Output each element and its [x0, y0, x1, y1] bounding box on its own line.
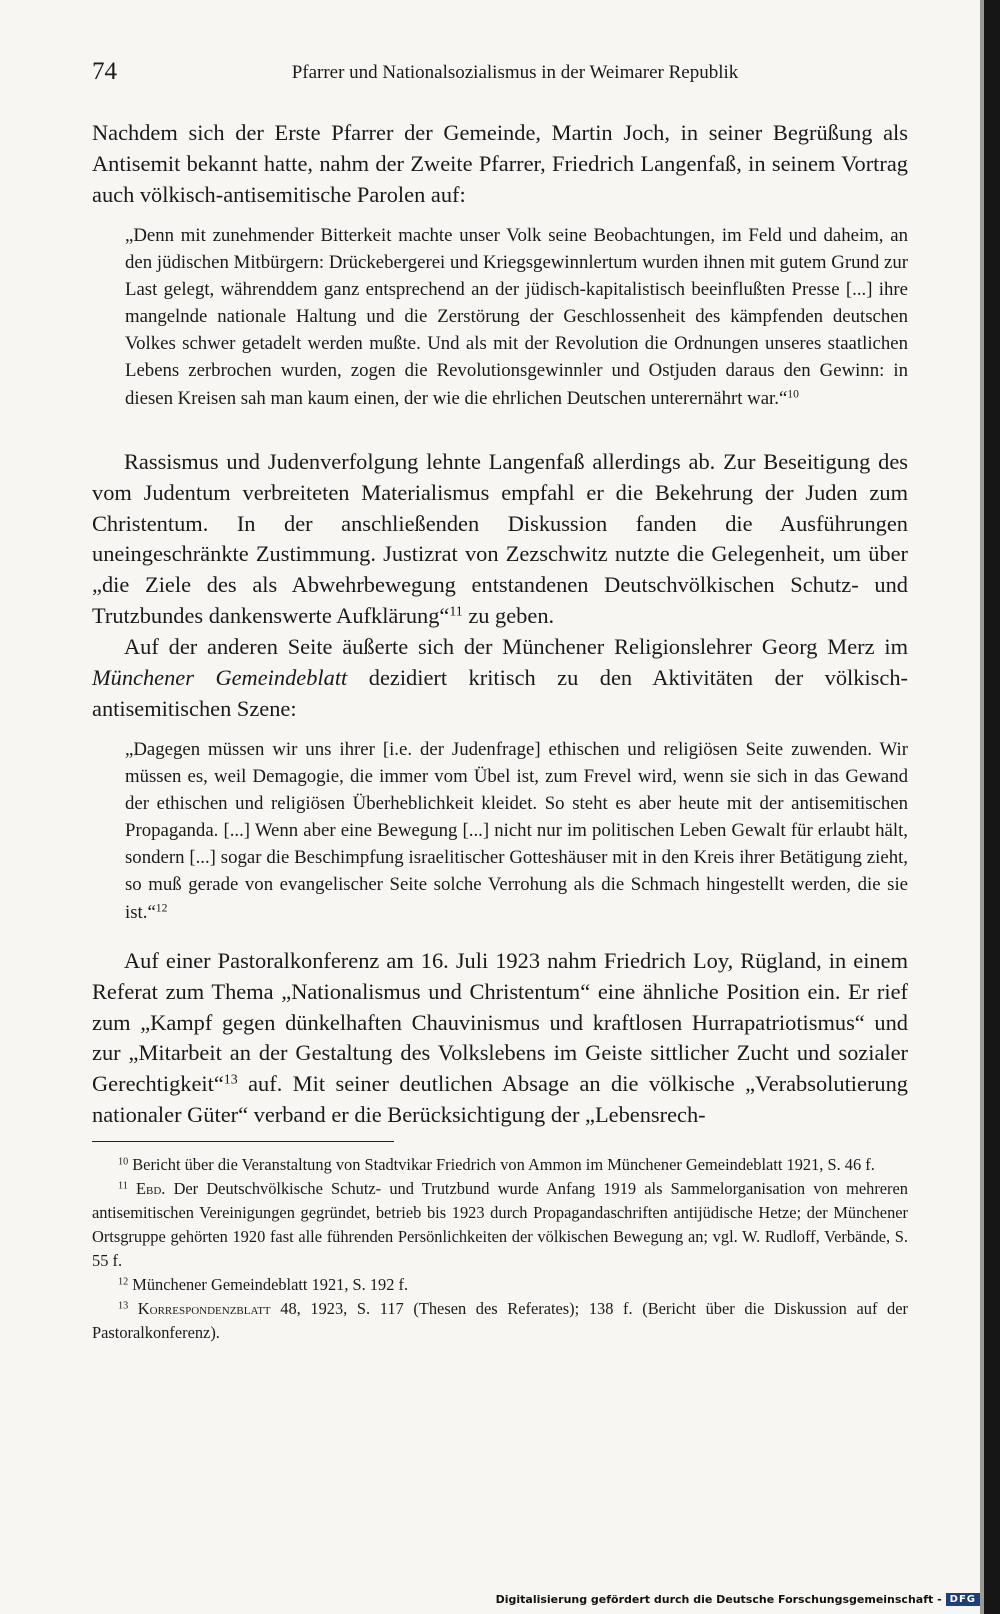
footnote-11 [92, 1177, 908, 1273]
page-edge [984, 0, 1000, 1614]
footnote-13 [92, 1297, 908, 1345]
footnote-text: Bericht über die Veranstaltung von Stadtvikar Friedrich von Ammon im Münchener Gemeindeblatt 1921, S. 46 f. [128, 1155, 875, 1174]
paragraph-2-text [92, 447, 908, 632]
digitization-credit [496, 1593, 980, 1606]
page-header [92, 58, 908, 98]
footnote-text: Der Deutschvölkische Schutz- und Trutzbund wurde Anfang 1919 als Sammelorganisation von mehreren antisemitischen Vereinigungen gegründet, betrieb bis 1923 durch Propagandaschriften antijüdische Hetze; der Münchener Ortsgruppe gehörten 1920 fast alle führenden Persönlichkeiten der völkischen Bewegung an; vgl. W. Rudloff, Verbände, S. 55 f. [92, 1179, 908, 1270]
paragraph-3 [92, 632, 908, 724]
footnote-ref-13[interactable]: 13 [223, 1072, 238, 1088]
paragraph-1-text: Nachdem sich der Erste Pfarrer der Gemeinde, Martin Joch, in seiner Begrüßung als Antisemit bekannt hatte, nahm der Zweite Pfarrer, Friedrich Langenfaß, in seinem Vortrag auch völkisch-antisemitische Parolen auf: [92, 120, 908, 207]
paragraph-4 [92, 946, 908, 1131]
paragraph-3-body: Auf der anderen Seite äußerte sich der Münchener Religionslehrer Georg Merz im [124, 634, 908, 659]
block-quote-1 [125, 222, 908, 412]
footnote-divider [92, 1141, 394, 1142]
footnote-ref-10[interactable]: 10 [787, 387, 799, 401]
footnote-10 [92, 1153, 908, 1177]
footnote-number: 12 [118, 1276, 129, 1288]
footnote-source: Ebd. [135, 1179, 166, 1198]
digitization-credit-text: Digitalisierung gefördert durch die Deutsche Forschungsgemeinschaft - [495, 1593, 942, 1606]
paragraph-4-text [92, 946, 908, 1131]
footnote-number: 11 [118, 1180, 128, 1192]
quote-1-body: „Denn mit zunehmender Bitterkeit machte unser Volk seine Beobachtungen, im Feld und daheim, an den jüdischen Mitbürgern: Drückebergerei und Kriegsgewinnlertum wurden ihnen mit gutem Grund zur Last gelegt, währenddem ganz entsprechend an der jüdisch-kapitalistisch beeinflußten Presse [...] ihre mangelnde nationale Haltung und die Zerstörung der Geschlossenheit des kämpfenden deutschen Volkes schwer getadelt werden mußte. Und als mit der Revolution die Ordnungen unseres staatlichen Lebens zerbrochen wurden, zogen die Revolutionsgewinnler und Ostjuden daraus den Gewinn: in diesen Kreisen sah man kaum einen, der wie die ehrlichen Deutschen unterernährt war.“ [125, 225, 908, 409]
dfg-logo: DFG [946, 1593, 980, 1606]
publication-title: Münchener Gemeindeblatt [92, 664, 348, 690]
block-quote-2-text [125, 736, 908, 926]
footnote-text: Münchener Gemeindeblatt 1921, S. 192 f. [128, 1275, 409, 1294]
footnote-number: 13 [118, 1300, 129, 1312]
page-number: 74 [92, 58, 117, 85]
footnote-ref-12[interactable]: 12 [155, 901, 168, 915]
footnote-source: Korrespondenzblatt [137, 1299, 271, 1318]
paragraph-4-body: Auf einer Pastoralkonferenz am 16. Juli 1923 nahm Friedrich Loy, Rügland, in einem Referat zum Thema „Nationalismus und Christentum“ eine ähnliche Position ein. Er rief zum „Kampf gegen dünkelhaften Chauvinismus und kraftlosen Hurrapatriotismus“ und zur „Mitarbeit an der Gestaltung des Volkslebens im Geiste sittlicher Zucht und sozialer Gerechtigkeit“ [92, 948, 908, 1097]
footnote-12 [92, 1273, 908, 1297]
paragraph-2-body: Rassismus und Judenverfolgung lehnte Langenfaß allerdings ab. Zur Beseitigung des vom Judentum verbreiteten Materialismus empfahl er die Bekehrung der Juden zum Christentum. In der anschließenden Diskussion fanden die Ausführungen uneingeschränkte Zustimmung. Justizrat von Zezschwitz nutzte die Gelegenheit, um über „die Ziele des als Abwehrbewegung entstandenen Deutschvölkischen Schutz- und Trutzbundes dankenswerte Aufklärung“ [92, 449, 908, 628]
block-quote-1-text [125, 222, 908, 412]
paragraph-3-tail: dezidiert kritisch zu den Aktivitäten der völkisch-antisemitischen Szene: [92, 664, 908, 721]
footnote-text: 48, 1923, S. 117 (Thesen des Referates); 138 f. (Bericht über die Diskussion auf der Pastoralkonferenz). [92, 1299, 908, 1342]
footnote-number: 10 [118, 1156, 129, 1168]
quote-2-body: „Dagegen müssen wir uns ihrer [i.e. der Judenfrage] ethischen und religiösen Seite zuwenden. Wir müssen es, weil Demagogie, die immer vom Übel ist, zum Frevel wird, wenn sie sich in das Gewand der ethischen und religiösen Überheblichkeit kleidet. So steht es aber heute mit der antisemitischen Propaganda. [...] Wenn aber eine Bewegung [...] nicht nur im politischen Leben Gewalt für erlaubt hält, sondern [...] sogar die Beschimpfung israelitischer Gotteshäuser mit in den Kreis ihrer Betätigung zieht, so muß gerade von evangelischer Seite solche Verrohung als die Schmach hingestellt werden, die sie ist.“ [125, 739, 908, 923]
running-title: Pfarrer und Nationalsozialismus in der Weimarer Republik [291, 62, 739, 83]
footnote-ref-11[interactable]: 11 [449, 604, 463, 620]
paragraph-2 [92, 447, 908, 632]
footnotes [92, 1153, 908, 1345]
paragraph-4-tail: auf. Mit seiner deutlichen Absage an die völkische „Verabsolutierung nationaler Güter“ verband er die Berücksichtigung der „Lebensrech- [92, 1071, 908, 1127]
block-quote-2 [125, 736, 908, 926]
paragraph-1 [92, 118, 908, 210]
paragraph-2-tail: zu geben. [462, 602, 555, 628]
paragraph-3-text [92, 632, 908, 724]
